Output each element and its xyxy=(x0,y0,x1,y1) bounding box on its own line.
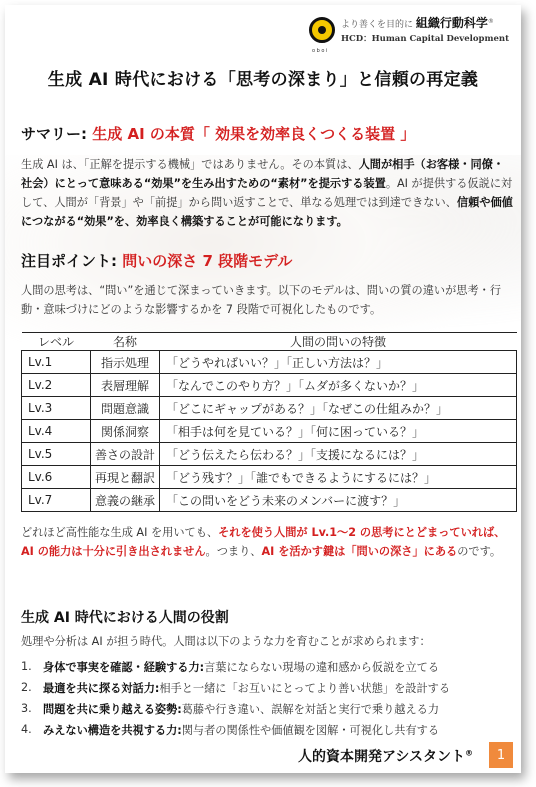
level-cell: Lv.3 xyxy=(22,397,91,420)
name-cell: 問題意識 xyxy=(91,397,160,420)
table-row xyxy=(22,466,517,489)
column-header-level: レベル xyxy=(22,333,91,351)
summary-body-part: 生成 AI は、「正解を提示する機械」ではありません。その本質は、 xyxy=(21,158,359,171)
note-highlight: それを使う人間が Lv.1～2 の思考にとどまっていれば、AI の能力は十分に引き出されません xyxy=(21,526,506,558)
column-header-name: 名称 xyxy=(91,333,160,351)
item-number: 2. xyxy=(21,681,32,694)
logo-registered: ® xyxy=(487,18,494,25)
logo-text xyxy=(341,15,509,46)
list-item xyxy=(21,677,517,698)
note-part: どれほど高性能な生成 AI を用いても、 xyxy=(21,526,219,539)
summary-body-bold: 信頼や価値につながる“効果”を、効率良く構築することが可能になります。 xyxy=(21,196,513,228)
table-header-row xyxy=(22,333,517,351)
note-highlight: AI を活かす鍵は「問いの深さ」にある xyxy=(261,545,458,558)
item-label: みえない構造を共視する力: xyxy=(43,723,182,737)
footer-label xyxy=(298,746,473,766)
item-text: 相手と一緒に「お互いにとってより善い状態」を設計する xyxy=(159,681,451,695)
footer-registered: ® xyxy=(465,748,473,758)
footer-text: 人的資本開発アシスタント xyxy=(297,749,465,765)
level-cell: Lv.6 xyxy=(22,466,91,489)
logo-symbol-caption: o b o i xyxy=(311,48,328,54)
question-cell: 「どう伝えたら伝わる？」「支援になるには？」 xyxy=(160,443,517,466)
note-part: のです。 xyxy=(457,545,502,558)
list-item xyxy=(21,698,517,719)
table-row xyxy=(22,489,517,512)
item-number: 3. xyxy=(21,702,32,715)
item-text: 葛藤や行き違い、誤解を対話と実行で乗り越える力 xyxy=(181,702,440,716)
level-cell: Lv.2 xyxy=(22,374,91,397)
roles-heading: 生成 AI 時代における人間の役割 xyxy=(21,610,229,626)
table-row xyxy=(22,443,517,466)
list-item xyxy=(21,656,517,677)
item-number: 4. xyxy=(21,723,32,736)
list-item xyxy=(21,719,517,740)
logo xyxy=(309,15,509,54)
summary-heading xyxy=(21,123,415,144)
item-text: 関与者の関係性や価値観を図解・可視化し共有する xyxy=(181,723,440,737)
name-cell: 関係洞察 xyxy=(91,420,160,443)
focus-heading xyxy=(21,250,292,271)
question-cell: 「どこにギャップがある？」「なぜこの仕組みか？」 xyxy=(160,397,517,420)
question-depth-table xyxy=(21,332,517,512)
level-cell: Lv.7 xyxy=(22,489,91,512)
name-cell: 表層理解 xyxy=(91,374,160,397)
question-cell: 「なんでこのやり方？」「ムダが多くないか？」 xyxy=(160,374,517,397)
name-cell: 再現と翻訳 xyxy=(91,466,160,489)
summary-body xyxy=(21,155,515,231)
logo-subtitle: HCD：Human Capital Development xyxy=(340,34,509,44)
question-cell: 「この問いをどう未来のメンバーに渡す？」 xyxy=(160,489,517,512)
name-cell: 善さの設計 xyxy=(91,443,160,466)
key-insight-note xyxy=(21,523,515,561)
item-number: 1. xyxy=(21,660,32,673)
level-cell: Lv.1 xyxy=(22,351,91,374)
level-cell: Lv.4 xyxy=(22,420,91,443)
logo-tagline: より善くを目的に xyxy=(340,20,413,30)
name-cell: 指示処理 xyxy=(91,351,160,374)
roles-list xyxy=(21,656,517,740)
level-cell: Lv.5 xyxy=(22,443,91,466)
item-text: 言葉にならない現場の違和感から仮説を立てる xyxy=(204,660,440,674)
name-cell: 意義の継承 xyxy=(91,489,160,512)
focus-heading-highlight: 問いの深さ 7 段階モデル xyxy=(122,252,293,270)
focus-body: 人間の思考は、“問い”を通じて深まっていきます。以下のモデルは、問いの質の違いが思考・行動・意味づけにどのような影響するかを 7 段階で可視化したものです。 xyxy=(21,284,502,316)
item-label: 最適を共に探る対話力: xyxy=(43,681,160,695)
table-row xyxy=(22,420,517,443)
question-cell: 「相手は何を見ている？」「何に困っている？」 xyxy=(160,420,517,443)
table-row xyxy=(22,374,517,397)
table-row xyxy=(22,351,517,374)
summary-body-part: 。AI が提供する仮説に対して、人間が「背景」や「前提」から問い返すことで、単なる処理では到達できない、 xyxy=(21,177,513,209)
table-row xyxy=(22,397,517,420)
column-header-question: 人間の問いの特徴 xyxy=(160,333,517,351)
note-part: 。つまり、 xyxy=(205,545,262,558)
page-title: 生成 AI 時代における「思考の深まり」と信頼の再定義 xyxy=(47,70,479,90)
page-number: 1 xyxy=(489,742,513,768)
item-label: 問題を共に乗り越える姿勢: xyxy=(43,702,182,716)
summary-heading-prefix: サマリー: xyxy=(21,125,87,143)
obol-logo-icon xyxy=(309,17,335,43)
item-label: 身体で事実を確認・経験する力: xyxy=(43,660,205,674)
focus-heading-prefix: 注目ポイント: xyxy=(21,252,117,270)
page-sheet xyxy=(5,5,521,773)
question-cell: 「どう残す？」「誰でもできるようにするには？」 xyxy=(160,466,517,489)
summary-body-bold: 人間が相手（お客様・同僚・社会）にとって意味ある“効果”を生み出すための“素材”を提示する装置 xyxy=(21,158,505,190)
roles-intro: 処理や分析は AI が担う時代。人間は以下のような力を育むことが求められます： xyxy=(21,635,431,648)
question-cell: 「どうやればいい？」「正しい方法は？」 xyxy=(160,351,517,374)
logo-brand: 組織行動科学 xyxy=(415,16,488,30)
summary-heading-highlight: 生成 AI の本質「 効果を効率良くつくる装置 」 xyxy=(92,125,416,143)
